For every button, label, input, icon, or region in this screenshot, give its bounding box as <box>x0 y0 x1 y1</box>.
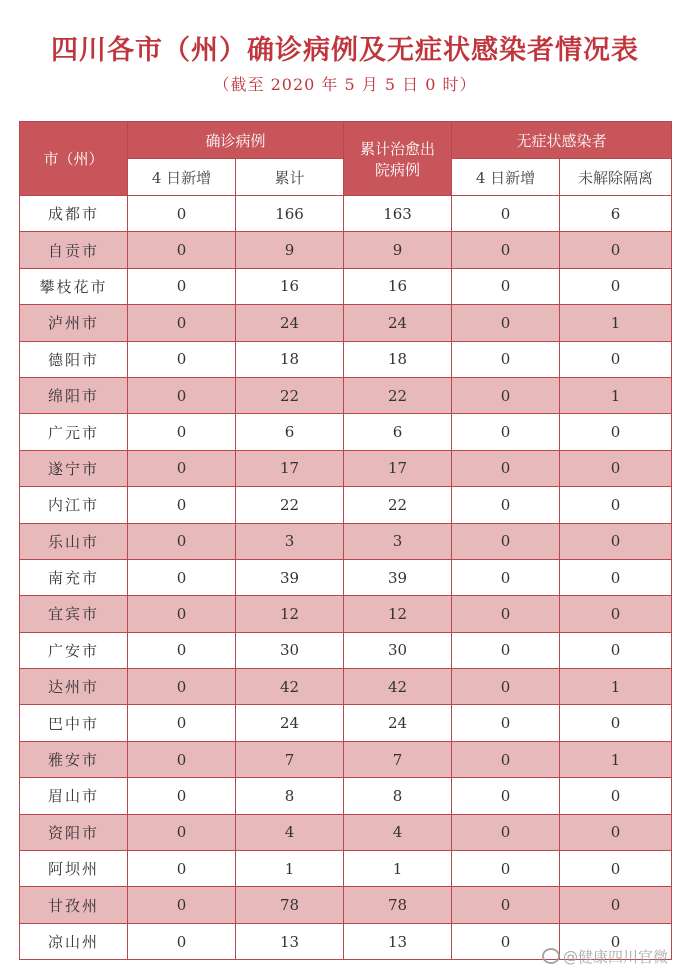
cell-cured: 8 <box>344 778 452 814</box>
cell-asym-new: 0 <box>452 632 560 668</box>
cell-isolated: 0 <box>560 268 672 304</box>
cell-asym-new: 0 <box>452 559 560 595</box>
cell-cured: 24 <box>344 305 452 341</box>
header-total-confirmed: 累计 <box>236 159 344 196</box>
cell-total: 30 <box>236 632 344 668</box>
table-row <box>20 814 672 850</box>
header-new-confirmed: 4 日新增 <box>128 159 236 196</box>
cell-total: 16 <box>236 268 344 304</box>
cell-total: 7 <box>236 741 344 777</box>
page-title: 四川各市（州）确诊病例及无症状感染者情况表 <box>51 35 639 66</box>
cell-new: 0 <box>128 450 236 486</box>
cell-total: 9 <box>236 232 344 268</box>
cell-new: 0 <box>128 778 236 814</box>
cell-new: 0 <box>128 414 236 450</box>
cell-isolated: 1 <box>560 741 672 777</box>
cell-new: 0 <box>128 741 236 777</box>
cell-isolated: 0 <box>560 778 672 814</box>
cell-cured: 22 <box>344 487 452 523</box>
cell-city: 巴中市 <box>20 705 128 741</box>
cell-asym-new: 0 <box>452 196 560 232</box>
table-row <box>20 887 672 923</box>
cell-cured: 78 <box>344 887 452 923</box>
table-row <box>20 268 672 304</box>
cell-cured: 1 <box>344 851 452 887</box>
cell-asym-new: 0 <box>452 377 560 413</box>
cell-isolated: 1 <box>560 377 672 413</box>
cell-asym-new: 0 <box>452 487 560 523</box>
cell-total: 78 <box>236 887 344 923</box>
cell-new: 0 <box>128 305 236 341</box>
header-confirmed-group: 确诊病例 <box>128 122 344 159</box>
cell-asym-new: 0 <box>452 778 560 814</box>
cell-city: 雅安市 <box>20 741 128 777</box>
cell-isolated: 0 <box>560 414 672 450</box>
cell-cured: 163 <box>344 196 452 232</box>
cell-total: 24 <box>236 305 344 341</box>
cell-new: 0 <box>128 268 236 304</box>
table-row <box>20 596 672 632</box>
cell-city: 资阳市 <box>20 814 128 850</box>
table-row <box>20 305 672 341</box>
cell-cured: 30 <box>344 632 452 668</box>
cell-total: 6 <box>236 414 344 450</box>
cell-asym-new: 0 <box>452 414 560 450</box>
table-row <box>20 632 672 668</box>
cell-new: 0 <box>128 669 236 705</box>
table-row <box>20 778 672 814</box>
cell-total: 42 <box>236 669 344 705</box>
cell-city: 广元市 <box>20 414 128 450</box>
cell-total: 18 <box>236 341 344 377</box>
cell-isolated: 0 <box>560 559 672 595</box>
table-row <box>20 705 672 741</box>
cell-total: 24 <box>236 705 344 741</box>
cell-city: 攀枝花市 <box>20 268 128 304</box>
table-row <box>20 487 672 523</box>
cell-total: 13 <box>236 923 344 959</box>
cell-new: 0 <box>128 487 236 523</box>
cell-total: 3 <box>236 523 344 559</box>
cell-city: 成都市 <box>20 196 128 232</box>
cell-city: 凉山州 <box>20 923 128 959</box>
cell-isolated: 0 <box>560 705 672 741</box>
cell-asym-new: 0 <box>452 450 560 486</box>
cell-cured: 4 <box>344 814 452 850</box>
cell-cured: 7 <box>344 741 452 777</box>
cell-city: 遂宁市 <box>20 450 128 486</box>
cell-city: 甘孜州 <box>20 887 128 923</box>
cell-new: 0 <box>128 923 236 959</box>
cell-cured: 22 <box>344 377 452 413</box>
cell-asym-new: 0 <box>452 268 560 304</box>
cell-asym-new: 0 <box>452 305 560 341</box>
cell-city: 德阳市 <box>20 341 128 377</box>
cell-isolated: 0 <box>560 851 672 887</box>
cell-cured: 18 <box>344 341 452 377</box>
cell-total: 1 <box>236 851 344 887</box>
cell-total: 22 <box>236 487 344 523</box>
cell-city: 南充市 <box>20 559 128 595</box>
cell-cured: 13 <box>344 923 452 959</box>
cell-asym-new: 0 <box>452 523 560 559</box>
cell-isolated: 6 <box>560 196 672 232</box>
cell-new: 0 <box>128 559 236 595</box>
cell-new: 0 <box>128 887 236 923</box>
cell-total: 12 <box>236 596 344 632</box>
table-row <box>20 232 672 268</box>
cell-asym-new: 0 <box>452 923 560 959</box>
cell-new: 0 <box>128 851 236 887</box>
table-row <box>20 341 672 377</box>
header-city: 市（州） <box>20 122 128 196</box>
cell-total: 8 <box>236 778 344 814</box>
cell-total: 22 <box>236 377 344 413</box>
cell-city: 宜宾市 <box>20 596 128 632</box>
cell-cured: 17 <box>344 450 452 486</box>
cell-isolated: 0 <box>560 487 672 523</box>
cell-isolated: 0 <box>560 814 672 850</box>
cell-isolated: 0 <box>560 596 672 632</box>
cell-city: 泸州市 <box>20 305 128 341</box>
table-row <box>20 450 672 486</box>
cell-asym-new: 0 <box>452 596 560 632</box>
cell-isolated: 1 <box>560 305 672 341</box>
table-row <box>20 377 672 413</box>
watermark-text: @健康四川官微 <box>562 948 668 966</box>
cell-new: 0 <box>128 377 236 413</box>
cell-new: 0 <box>128 632 236 668</box>
table-row <box>20 414 672 450</box>
cell-cured: 9 <box>344 232 452 268</box>
cell-total: 4 <box>236 814 344 850</box>
cell-city: 自贡市 <box>20 232 128 268</box>
cell-isolated: 0 <box>560 887 672 923</box>
cell-cured: 16 <box>344 268 452 304</box>
cell-isolated: 0 <box>560 523 672 559</box>
cell-new: 0 <box>128 196 236 232</box>
cell-city: 绵阳市 <box>20 377 128 413</box>
cell-isolated: 0 <box>560 341 672 377</box>
cases-table <box>19 121 672 960</box>
cell-new: 0 <box>128 232 236 268</box>
cell-asym-new: 0 <box>452 851 560 887</box>
cell-total: 166 <box>236 196 344 232</box>
cell-city: 阿坝州 <box>20 851 128 887</box>
cell-cured: 12 <box>344 596 452 632</box>
cell-asym-new: 0 <box>452 741 560 777</box>
watermark <box>542 946 668 967</box>
table-row <box>20 851 672 887</box>
table-row <box>20 741 672 777</box>
cell-cured: 24 <box>344 705 452 741</box>
cell-new: 0 <box>128 814 236 850</box>
table-row <box>20 559 672 595</box>
cell-asym-new: 0 <box>452 341 560 377</box>
cell-new: 0 <box>128 523 236 559</box>
cell-isolated: 0 <box>560 632 672 668</box>
header-asymptomatic-group: 无症状感染者 <box>452 122 672 159</box>
cell-city: 内江市 <box>20 487 128 523</box>
cell-isolated: 0 <box>560 450 672 486</box>
cell-city: 广安市 <box>20 632 128 668</box>
header-new-asymptomatic: 4 日新增 <box>452 159 560 196</box>
cell-cured: 6 <box>344 414 452 450</box>
cell-cured: 39 <box>344 559 452 595</box>
cell-asym-new: 0 <box>452 669 560 705</box>
cell-new: 0 <box>128 705 236 741</box>
cell-city: 乐山市 <box>20 523 128 559</box>
cell-isolated: 0 <box>560 923 672 959</box>
page-subtitle: （截至 2020 年 5 月 5 日 0 时） <box>213 75 477 94</box>
cell-isolated: 0 <box>560 232 672 268</box>
cell-city: 眉山市 <box>20 778 128 814</box>
cell-new: 0 <box>128 596 236 632</box>
cell-isolated: 1 <box>560 669 672 705</box>
cell-city: 达州市 <box>20 669 128 705</box>
cell-asym-new: 0 <box>452 887 560 923</box>
cell-total: 17 <box>236 450 344 486</box>
cell-asym-new: 0 <box>452 814 560 850</box>
cell-asym-new: 0 <box>452 705 560 741</box>
cell-cured: 3 <box>344 523 452 559</box>
cell-new: 0 <box>128 341 236 377</box>
cell-asym-new: 0 <box>452 232 560 268</box>
header-cured: 累计治愈出院病例 <box>344 122 452 196</box>
table-row <box>20 669 672 705</box>
header-unreleased: 未解除隔离 <box>560 159 672 196</box>
cell-cured: 42 <box>344 669 452 705</box>
table-row <box>20 196 672 232</box>
weibo-icon <box>542 948 560 964</box>
cell-total: 39 <box>236 559 344 595</box>
table-row <box>20 523 672 559</box>
